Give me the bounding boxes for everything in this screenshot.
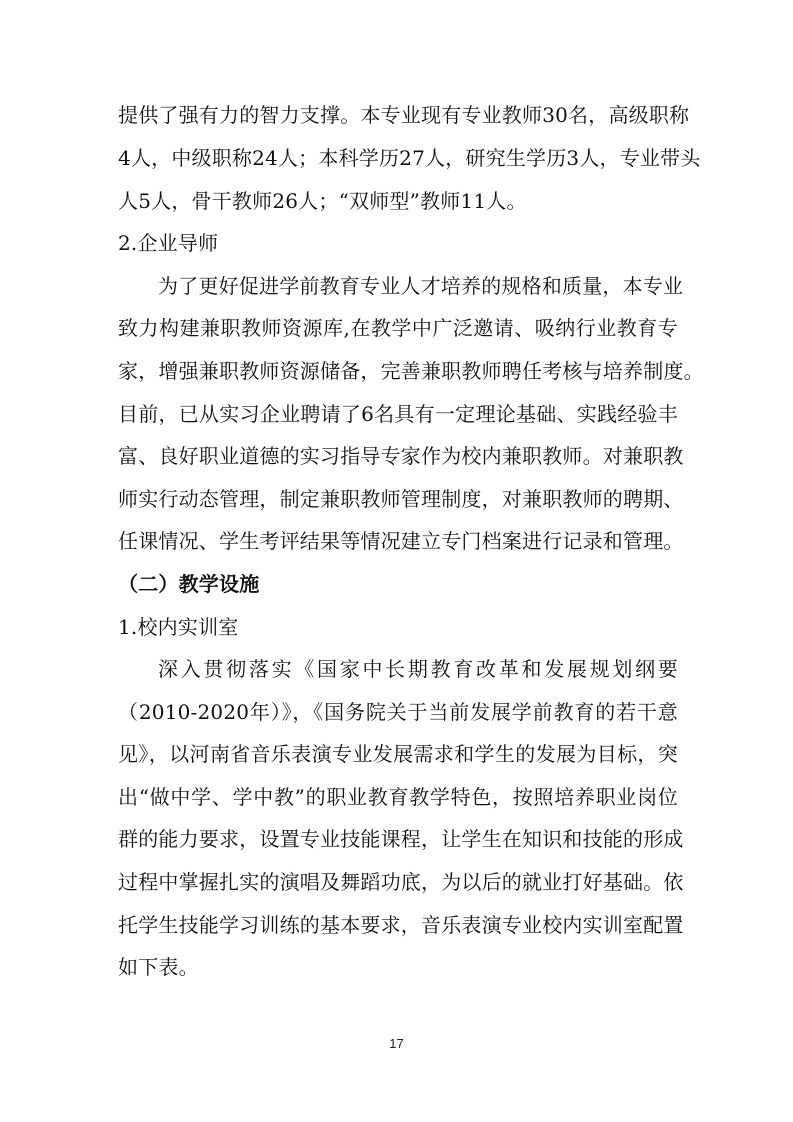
paragraph-line: 深入贯彻落实《国家中长期教育改革和发展规划纲要	[158, 657, 678, 681]
paragraph-line: 任课情况、学生考评结果等情况建立专门档案进行记录和管理。	[118, 529, 684, 553]
paragraph-line: 托学生技能学习训练的基本要求，音乐表演专业校内实训室配置	[118, 913, 684, 937]
paragraph-line: 家，增强兼职教师资源储备，完善兼职教师聘任考核与培养制度。	[118, 359, 704, 383]
paragraph-line: （2010-2020年）》，《国务院关于当前发展学前教育的若干意	[118, 700, 678, 724]
paragraph-line: 提供了强有力的智力支撑。本专业现有专业教师30名，高级职称	[118, 103, 690, 127]
paragraph-line: 群的能力要求，设置专业技能课程，让学生在知识和技能的形成	[118, 827, 684, 851]
section-heading: （二）教学设施	[118, 572, 260, 596]
subsection-heading: 1.校内实训室	[118, 615, 239, 639]
paragraph-line: 见》，以河南省音乐表演专业发展需求和学生的发展为目标，突	[118, 742, 678, 766]
page-number: 17	[389, 1036, 404, 1051]
section-heading: 2.企业导师	[118, 231, 219, 255]
paragraph-line: 人5人，骨干教师26人；“双师型”教师11人。	[118, 189, 527, 213]
paragraph-line: 师实行动态管理，制定兼职教师管理制度，对兼职教师的聘期、	[118, 487, 684, 511]
paragraph-line: 目前，已从实习企业聘请了6名具有一定理论基础、实践经验丰	[118, 402, 678, 426]
paragraph-line: 为了更好促进学前教育专业人才培养的规格和质量，本专业	[158, 274, 684, 298]
paragraph-line: 过程中掌握扎实的演唱及舞蹈功底，为以后的就业打好基础。依	[118, 870, 684, 894]
paragraph-line: 出“做中学、学中教”的职业教育教学特色，按照培养职业岗位	[118, 785, 678, 809]
paragraph-line: 致力构建兼职教师资源库,在教学中广泛邀请、吸纳行业教育专	[118, 316, 678, 340]
paragraph-line: 富、良好职业道德的实习指导专家作为校内兼职教师。对兼职教	[118, 444, 684, 468]
paragraph-line: 4人，中级职称24人；本科学历27人，研究生学历3人，专业带头	[118, 146, 701, 170]
paragraph-line: 如下表。	[118, 955, 199, 979]
